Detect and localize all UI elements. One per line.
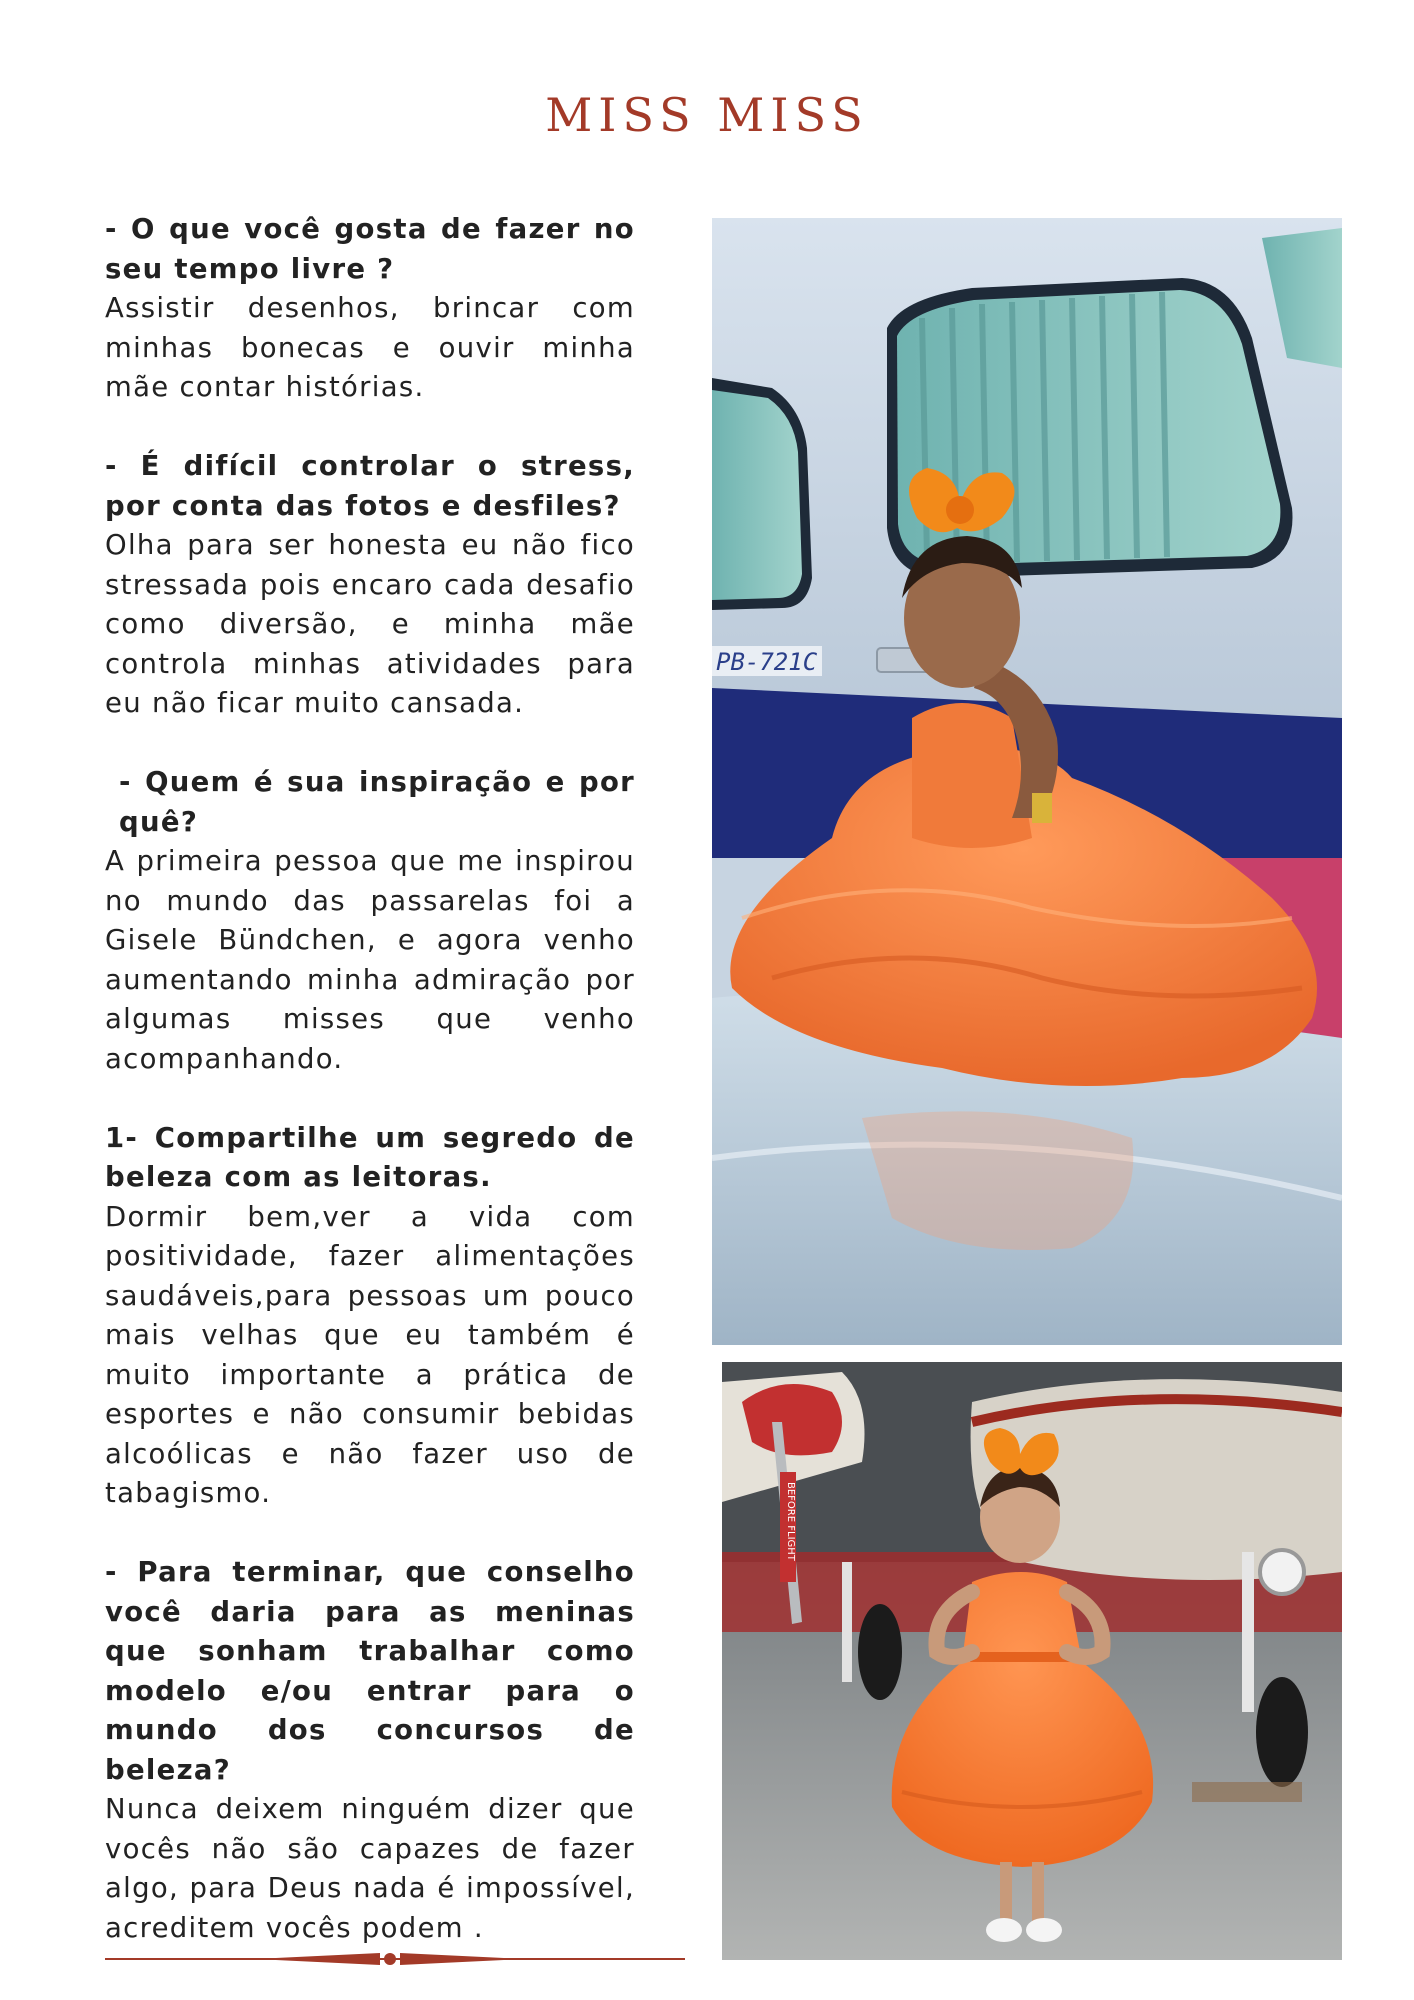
answer: Dormir bem,ver a vida com positividade, fazer alimentações saudáveis,para pessoas um pouco mais velhas que eu também é muito importante a prática de esportes e não consumir bebidas alcoólicas e não fazer uso de tabagismo. [105, 1200, 635, 1509]
question: - O que você gosta de fazer no seu tempo livre ? [105, 213, 635, 285]
interview-column [105, 210, 635, 1988]
qa-block [105, 1119, 635, 1514]
answer: Olha para ser honesta eu não fico stressada pois encaro cada desafio como diversão, e minha mãe controla minhas atividades para eu não ficar muito cansada. [105, 529, 635, 719]
question: 1- Compartilhe um segredo de beleza com as leitoras. [105, 1121, 635, 1193]
qa-block [105, 763, 635, 1079]
photo-girl-in-hangar [722, 1362, 1342, 1960]
masthead-title: MISS MISS [545, 88, 869, 142]
photo-1-illustration [712, 218, 1342, 1345]
question: - É difícil controlar o stress, por conta das fotos e desfiles? [105, 450, 635, 522]
answer: Nunca deixem ninguém dizer que vocês não são capazes de fazer algo, para Deus nada é impossível, acreditem vocês podem . [105, 1793, 635, 1944]
remove-before-flight-tag: BEFORE FLIGHT [785, 1482, 796, 1561]
answer: Assistir desenhos, brincar com minhas bonecas e ouvir minha mãe contar histórias. [105, 292, 635, 403]
question: - Quem é sua inspiração e por quê? [119, 766, 635, 838]
photo-girl-on-plane-wing [712, 218, 1342, 1345]
answer: A primeira pessoa que me inspirou no mundo das passarelas foi a Gisele Bündchen, e agora venho aumentando minha admiração por algumas misses que venho acompanhando. [105, 845, 635, 1075]
photo-2-illustration [722, 1362, 1342, 1960]
registration-text: PB-721C [716, 648, 818, 676]
qa-block [105, 1553, 635, 1948]
qa-block [105, 210, 635, 408]
ornamental-divider [105, 1948, 685, 1970]
question: - Para terminar, que conselho você daria para as meninas que sonham trabalhar como modelo e/ou entrar para o mundo dos concursos de beleza? [105, 1556, 635, 1786]
qa-block [105, 447, 635, 724]
